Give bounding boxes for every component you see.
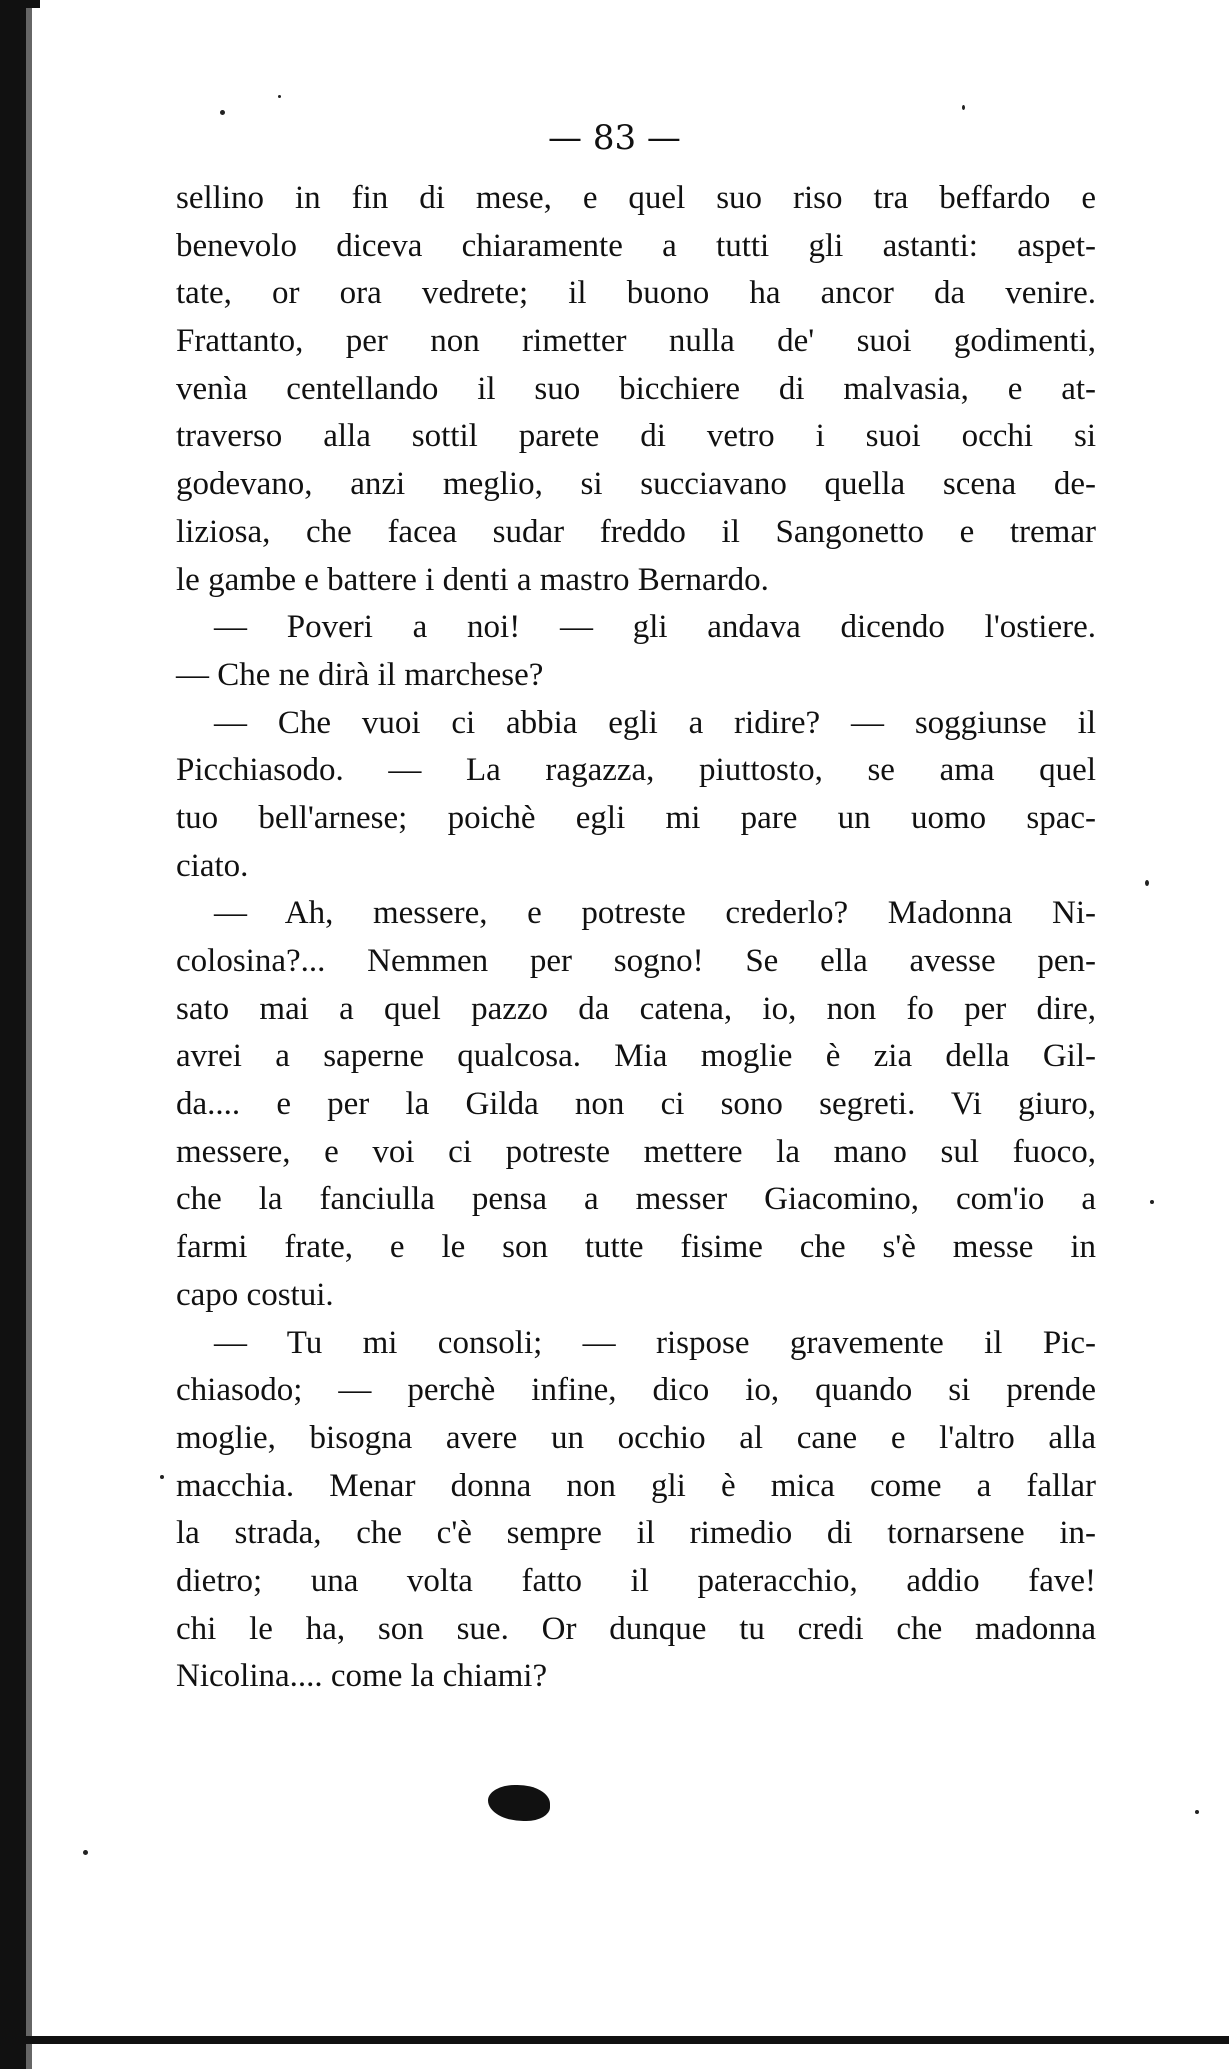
text-line: messere, e voi ci potreste mettere la mano sul fuoco, [176, 1133, 1096, 1170]
page-number: — 83 — [548, 118, 681, 158]
text-line: traverso alla sottil parete di vetro i suoi occhi si [176, 418, 1096, 455]
speck [1145, 880, 1149, 886]
text-line: moglie, bisogna avere un occhio al cane e l'altro alla [176, 1419, 1096, 1456]
speck [83, 1850, 88, 1855]
speck [1150, 1200, 1154, 1204]
text-line: chiasodo; — perchè infine, dico io, quando si prende [176, 1372, 1096, 1409]
text-line: macchia. Menar donna non gli è mica come a fallar [176, 1467, 1096, 1504]
speck [1195, 1810, 1199, 1814]
text-line: che la fanciulla pensa a messer Giacomino, com'io a [176, 1181, 1096, 1218]
text-line: — Che vuoi ci abbia egli a ridire? — soggiunse il [214, 704, 1096, 741]
scan-border-top [0, 0, 40, 8]
text-line: dietro; una volta fatto il pateracchio, addio fave! [176, 1562, 1096, 1599]
ink-blot [488, 1785, 550, 1821]
text-line: sato mai a quel pazzo da catena, io, non fo per dire, [176, 990, 1096, 1027]
text-line: venìa centellando il suo bicchiere di malvasia, e at- [176, 370, 1096, 407]
text-line: capo costui. [176, 1276, 334, 1313]
text-line: benevolo diceva chiaramente a tutti gli astanti: aspet- [176, 227, 1096, 264]
text-line: Frattanto, per non rimetter nulla de' suoi godimenti, [176, 323, 1096, 360]
scan-border-shadow [26, 0, 32, 2069]
text-line: liziosa, che facea sudar freddo il Sangonetto e tremar [176, 513, 1096, 550]
text-line: da.... e per la Gilda non ci sono segreti. Vi giuro, [176, 1086, 1096, 1123]
text-line: tuo bell'arnese; poichè egli mi pare un uomo spac- [176, 799, 1096, 836]
text-line: farmi frate, e le son tutte fisime che s'è messe in [176, 1229, 1096, 1266]
text-line: — Tu mi consoli; — rispose gravemente il Pic- [214, 1324, 1096, 1361]
text-line: chi le ha, son sue. Or dunque tu credi che madonna [176, 1610, 1096, 1647]
text-line: — Che ne dirà il marchese? [176, 656, 544, 693]
text-line: avrei a saperne qualcosa. Mia moglie è zia della Gil- [176, 1038, 1096, 1075]
body-text [176, 175, 1096, 1701]
speck [962, 105, 965, 110]
text-line: — Poveri a noi! — gli andava dicendo l'ostiere. [214, 609, 1096, 646]
text-line: la strada, che c'è sempre il rimedio di tornarsene in- [176, 1515, 1096, 1552]
text-line: le gambe e battere i denti a mastro Bernardo. [176, 561, 769, 598]
speck [220, 110, 225, 115]
text-line: godevano, anzi meglio, si succiavano quella scena de- [176, 466, 1096, 503]
text-line: Nicolina.... come la chiami? [176, 1658, 548, 1695]
text-line: Picchiasodo. — La ragazza, piuttosto, se ama quel [176, 752, 1096, 789]
text-line: tate, or ora vedrete; il buono ha ancor da venire. [176, 275, 1096, 312]
text-line: — Ah, messere, e potreste crederlo? Madonna Ni- [214, 895, 1096, 932]
speck [278, 95, 281, 98]
text-line: ciato. [176, 847, 249, 884]
scan-border-bottom [0, 2036, 1229, 2044]
text-line: sellino in fin di mese, e quel suo riso tra beffardo e [176, 180, 1096, 216]
scan-border-left [0, 0, 26, 2069]
speck [160, 1475, 164, 1479]
text-line: colosina?... Nemmen per sogno! Se ella avesse pen- [176, 943, 1096, 979]
